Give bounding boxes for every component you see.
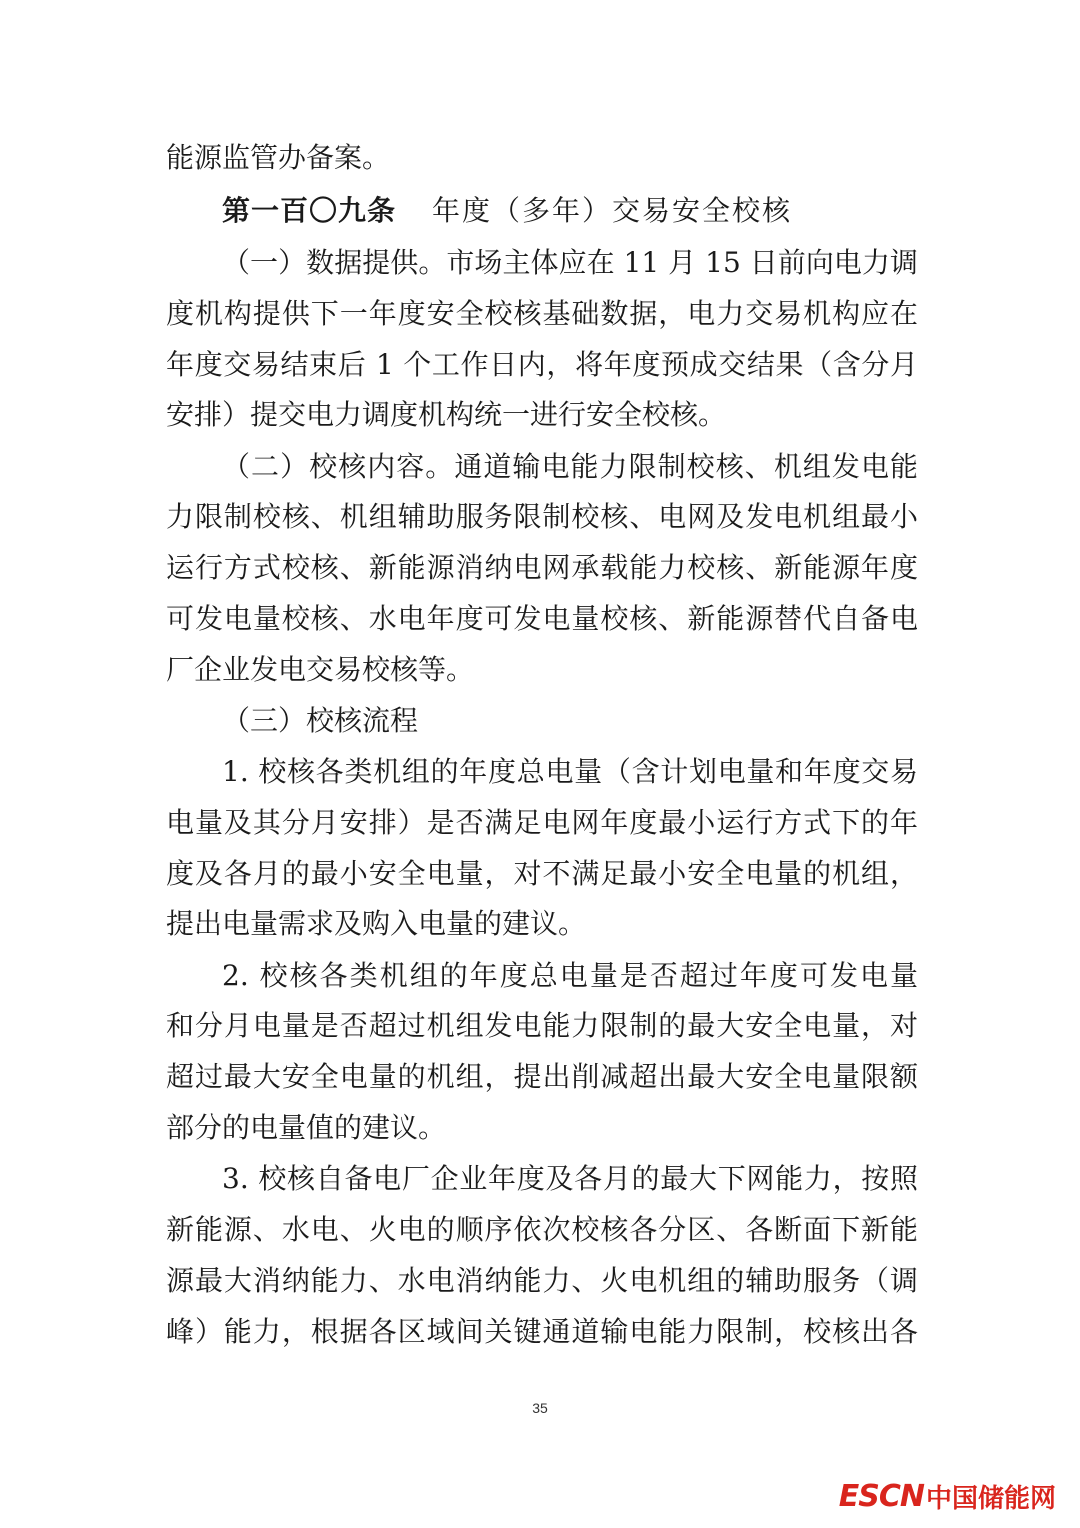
body-line: 运行方式校核、新能源消纳电网承载能力校核、新能源年度 bbox=[166, 551, 918, 584]
body-line: 力限制校核、机组辅助服务限制校核、电网及发电机组最小 bbox=[166, 500, 918, 533]
body-line: （三）校核流程 bbox=[222, 704, 419, 737]
body-line: 3. 校核自备电厂企业年度及各月的最大下网能力，按照 bbox=[222, 1162, 918, 1195]
escn-watermark-logo bbox=[839, 1476, 1056, 1516]
body-line: 电量及其分月安排）是否满足电网年度最小运行方式下的年 bbox=[166, 806, 918, 839]
body-line: 能源监管办备案。 bbox=[166, 141, 391, 174]
article-heading bbox=[222, 193, 792, 229]
body-line: 度机构提供下一年度安全校核基础数据，电力交易机构应在 bbox=[166, 297, 918, 330]
body-line: 度及各月的最小安全电量，对不满足最小安全电量的机组， bbox=[166, 857, 918, 890]
watermark-chinese: 中国储能网 bbox=[925, 1483, 1056, 1514]
body-line: 新能源、水电、火电的顺序依次校核各分区、各断面下新能 bbox=[166, 1213, 918, 1246]
body-line: 可发电量校核、水电年度可发电量校核、新能源替代自备电 bbox=[166, 602, 918, 635]
body-line: 提出电量需求及购入电量的建议。 bbox=[166, 907, 587, 940]
article-number: 第一百〇九条 bbox=[222, 194, 397, 227]
page-number: 35 bbox=[532, 1400, 548, 1416]
body-line: 源最大消纳能力、水电消纳能力、火电机组的辅助服务（调 bbox=[166, 1264, 918, 1297]
body-line: 年度交易结束后 1 个工作日内，将年度预成交结果（含分月 bbox=[166, 348, 918, 381]
article-title: 年度（多年）交易安全校核 bbox=[432, 194, 793, 227]
body-line: 和分月电量是否超过机组发电能力限制的最大安全电量，对 bbox=[166, 1009, 918, 1042]
body-line: 厂企业发电交易校核等。 bbox=[166, 653, 475, 686]
body-line: （一）数据提供。市场主体应在 11 月 15 日前向电力调 bbox=[222, 246, 918, 279]
body-line: （二）校核内容。通道输电能力限制校核、机组发电能 bbox=[222, 450, 918, 483]
body-line: 部分的电量值的建议。 bbox=[166, 1111, 447, 1144]
body-line: 1. 校核各类机组的年度总电量（含计划电量和年度交易 bbox=[222, 755, 918, 788]
body-line: 安排）提交电力调度机构统一进行安全校核。 bbox=[166, 398, 727, 431]
body-line: 2. 校核各类机组的年度总电量是否超过年度可发电量 bbox=[222, 959, 918, 992]
watermark-latin: ESCN bbox=[838, 1478, 924, 1514]
body-line: 超过最大安全电量的机组，提出削减超出最大安全电量限额 bbox=[166, 1060, 918, 1093]
body-line: 峰）能力，根据各区域间关键通道输电能力限制，校核出各 bbox=[166, 1315, 918, 1348]
